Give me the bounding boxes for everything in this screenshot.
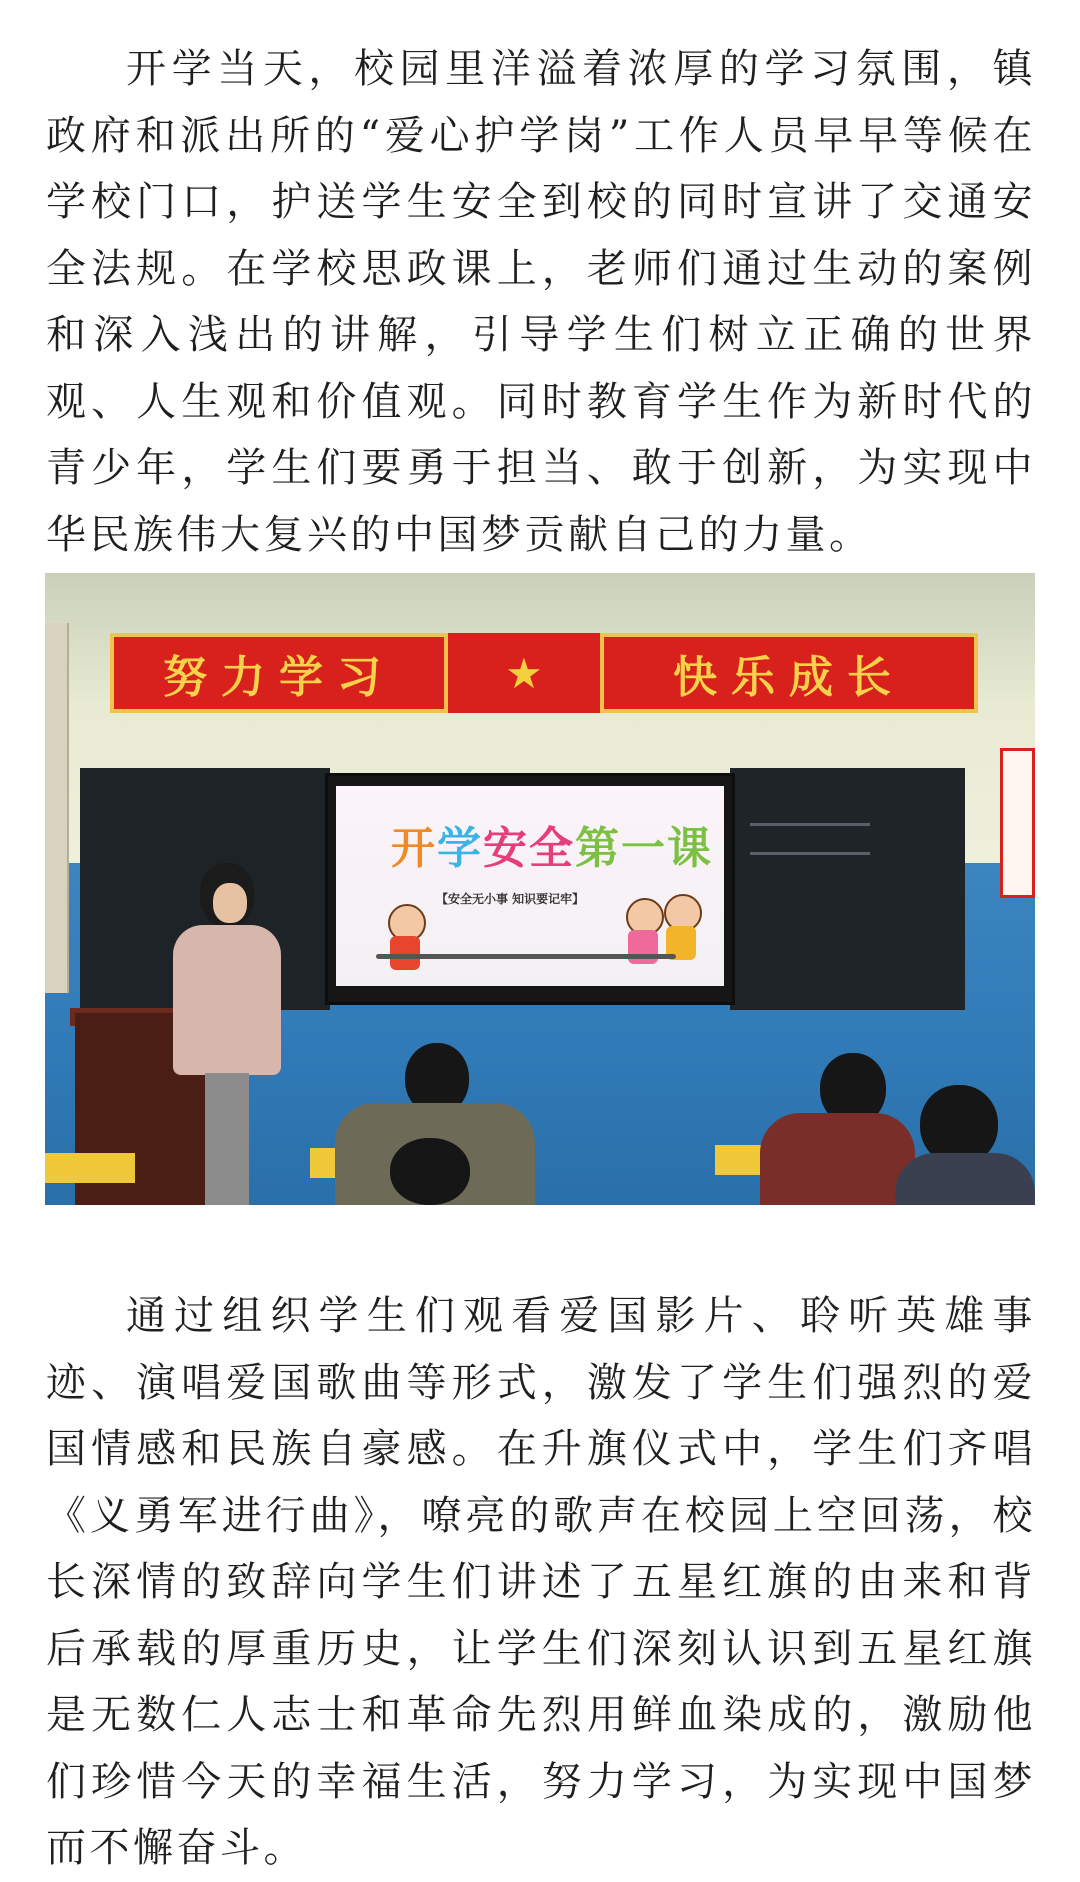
student-desk bbox=[45, 1153, 135, 1183]
teacher-legs bbox=[205, 1073, 249, 1205]
slide-title-part-4: 第一课 bbox=[575, 823, 713, 874]
student-back bbox=[760, 1113, 915, 1205]
article-paragraph-1: 开学当天，校园里洋溢着浓厚的学习氛围，镇政府和派出所的“爱心护学岗”工作人员早早等候在学校门口，护送学生安全到校的同时宣讲了交通安全法规。在学校思政课上，老师们通过生动的案例和深入浅出的讲解，引导学生们树立正确的世界观、人生观和价值观。同时教育学生作为新时代的青少年，学生们要勇于担当、敢于创新，为实现中华民族伟大复兴的中国梦贡献自己的力量。 bbox=[46, 46, 1036, 558]
star-emblem-icon: ★ bbox=[448, 633, 600, 713]
left-wall-poster bbox=[45, 623, 69, 993]
screen-slide bbox=[336, 786, 724, 986]
banner-right: 快乐成长 bbox=[600, 633, 978, 713]
slide-subtitle: 【安全无小事 知识要记牢】 bbox=[436, 892, 585, 906]
slide-title-part-2: 学 bbox=[437, 823, 483, 874]
teacher-coat bbox=[173, 925, 281, 1075]
blackboard-lines bbox=[750, 823, 870, 855]
slide-title-part-3: 安全 bbox=[483, 823, 575, 874]
blackboard-right bbox=[730, 768, 965, 1010]
teacher-face bbox=[213, 883, 247, 923]
student-back bbox=[895, 1153, 1035, 1205]
smart-screen bbox=[325, 773, 735, 1005]
banner-left: 努力学习 bbox=[110, 633, 448, 713]
cartoon-kid-body bbox=[390, 936, 420, 970]
article-paragraph-2: 通过组织学生们观看爱国影片、聆听英雄事迹、演唱爱国歌曲等形式，激发了学生们强烈的爱国情感和民族自豪感。在升旗仪式中，学生们齐唱《义勇军进行曲》，嘹亮的歌声在校园上空回荡，校长深情的致辞向学生们讲述了五星红旗的由来和背后承载的厚重历史，让学生们深刻认识到五星红旗是无数仁人志士和革命先烈用鲜血染成的，激励他们珍惜今天的幸福生活，努力学习，为实现中国梦而不懈奋斗。 bbox=[46, 1293, 1036, 1871]
slide-title-part-1: 开 bbox=[391, 823, 437, 874]
slide-title bbox=[391, 812, 713, 876]
video-progress-bar bbox=[376, 954, 676, 959]
student-head bbox=[390, 1138, 470, 1205]
side-wall-poster bbox=[1000, 748, 1035, 898]
classroom-photo bbox=[45, 573, 1035, 1205]
